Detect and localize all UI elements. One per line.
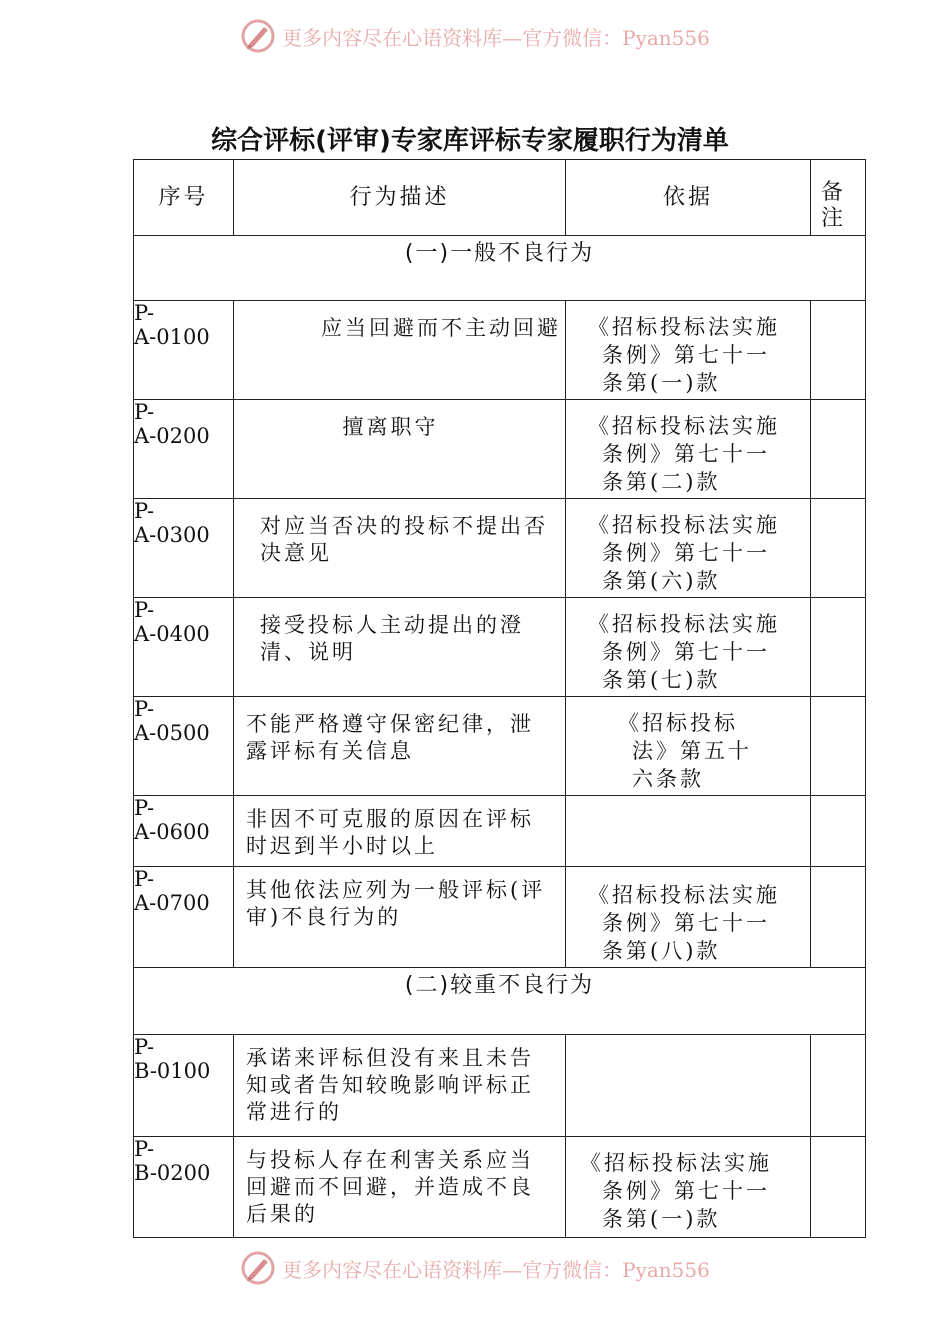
- behavior-table: [133, 159, 866, 1238]
- seq-cell: P- B-0200: [134, 1137, 234, 1238]
- pen-logo-icon: [240, 18, 276, 54]
- section-heading-row: [134, 236, 866, 301]
- table-row: [134, 1137, 866, 1238]
- basis-cell: [566, 796, 811, 867]
- note-cell: [811, 301, 866, 400]
- desc-cell: 承诺来评标但没有来且未告知或者告知较晚影响评标正常进行的: [234, 1035, 566, 1137]
- basis-cell: [566, 1035, 811, 1137]
- seq-cell: P- A-0300: [134, 499, 234, 598]
- note-cell: [811, 499, 866, 598]
- basis-cell: 《招标投标 法》第五十 六条款: [566, 697, 811, 796]
- table-row: [134, 499, 866, 598]
- seq-cell: P- A-0600: [134, 796, 234, 867]
- section-heading: (一)一般不良行为: [134, 236, 866, 301]
- desc-cell: 与投标人存在利害关系应当回避而不回避，并造成不良后果的: [234, 1137, 566, 1238]
- note-cell: [811, 697, 866, 796]
- table-row: [134, 1035, 866, 1137]
- basis-cell: 《招标投标法实施 条例》第七十一 条第(二)款: [566, 400, 811, 499]
- basis-cell: 《招标投标法实施 条例》第七十一 条第(六)款: [566, 499, 811, 598]
- note-cell: [811, 598, 866, 697]
- basis-cell: 《招标投标法实施 条例》第七十一 条第(八)款: [566, 867, 811, 968]
- note-cell: [811, 400, 866, 499]
- table-row: [134, 598, 866, 697]
- seq-cell: P- A-0200: [134, 400, 234, 499]
- seq-cell: P- A-0100: [134, 301, 234, 400]
- table-row: [134, 867, 866, 968]
- page-title: 综合评标(评审)专家库评标专家履职行为清单: [211, 126, 729, 156]
- basis-cell: 《招标投标法实施 条例》第七十一 条第(一)款: [566, 301, 811, 400]
- table-row: [134, 301, 866, 400]
- seq-cell: P- A-0700: [134, 867, 234, 968]
- desc-cell: 非因不可克服的原因在评标时迟到半小时以上: [234, 796, 566, 867]
- desc-cell: 应当回避而不主动回避: [234, 301, 566, 400]
- watermark-text: 更多内容尽在心语资料库—官方微信：Pyan556: [282, 1257, 710, 1282]
- header-desc: 行为描述: [234, 160, 566, 236]
- desc-cell: 接受投标人主动提出的澄清、说明: [234, 598, 566, 697]
- table-row: [134, 796, 866, 867]
- desc-cell: 对应当否决的投标不提出否决意见: [234, 499, 566, 598]
- header-seq: 序号: [134, 160, 234, 236]
- watermark-text: 更多内容尽在心语资料库—官方微信：Pyan556: [282, 25, 710, 50]
- desc-cell: 不能严格遵守保密纪律，泄露评标有关信息: [234, 697, 566, 796]
- table-row: [134, 697, 866, 796]
- table-header-row: [134, 160, 866, 236]
- desc-cell: 其他依法应列为一般评标(评审)不良行为的: [234, 867, 566, 968]
- desc-cell: 擅离职守: [234, 400, 566, 499]
- section-heading: (二)较重不良行为: [134, 968, 866, 1035]
- note-cell: [811, 796, 866, 867]
- seq-cell: P- A-0400: [134, 598, 234, 697]
- seq-cell: P- B-0100: [134, 1035, 234, 1137]
- seq-cell: P- A-0500: [134, 697, 234, 796]
- note-cell: [811, 867, 866, 968]
- pen-logo-icon: [240, 1250, 276, 1286]
- section-heading-row: [134, 968, 866, 1035]
- header-basis: 依据: [566, 160, 811, 236]
- header-note: 备注: [811, 160, 866, 236]
- basis-cell: 《招标投标法实施 条例》第七十一 条第(一)款: [566, 1137, 811, 1238]
- note-cell: [811, 1035, 866, 1137]
- note-cell: [811, 1137, 866, 1238]
- header-watermark: [0, 16, 950, 56]
- table-row: [134, 400, 866, 499]
- footer-watermark: [0, 1248, 950, 1288]
- basis-cell: 《招标投标法实施 条例》第七十一 条第(七)款: [566, 598, 811, 697]
